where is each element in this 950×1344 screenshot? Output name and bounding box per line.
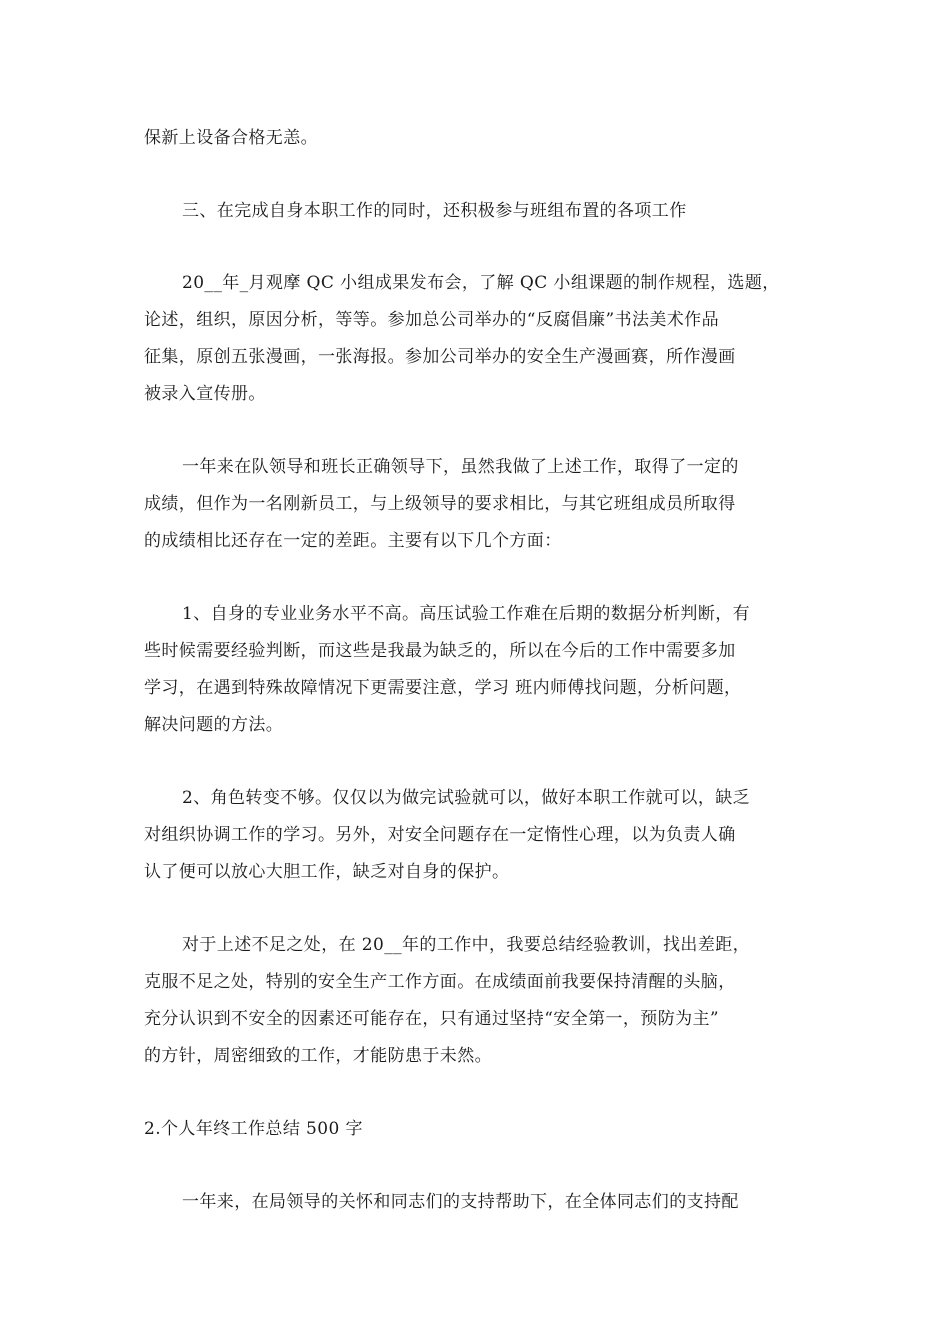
- text-line: 2、角色转变不够。仅仅以为做完试验就可以，做好本职工作就可以，缺乏: [182, 788, 751, 808]
- text-line: 充分认识到不安全的因素还可能存在，只有通过坚持“安全第一，预防为主”: [144, 1009, 719, 1029]
- text-line: 保新上设备合格无恙。: [144, 128, 318, 148]
- text-line: 一年来，在局领导的关怀和同志们的支持帮助下，在全体同志们的支持配: [182, 1192, 739, 1212]
- text-line: 学习，在遇到特殊故障情况下更需要注意，学习 班内师傅找问题，分析问题，: [144, 678, 742, 698]
- text-line: 征集，原创五张漫画，一张海报。参加公司举办的安全生产漫画赛，所作漫画: [144, 347, 736, 367]
- section-heading: 2.个人年终工作总结 500 字: [144, 1119, 363, 1139]
- text-line: 对于上述不足之处，在 20__年的工作中，我要总结经验教训，找出差距，: [182, 935, 751, 955]
- text-line: 20__年_月观摩 QC 小组成果发布会，了解 QC 小组课题的制作规程，选题，: [182, 273, 780, 293]
- text-line: 克服不足之处，特别的安全生产工作方面。在成绩面前我要保持清醒的头脑，: [144, 972, 736, 992]
- text-line: 的成绩相比还存在一定的差距。主要有以下几个方面：: [144, 531, 562, 551]
- text-line: 解决问题的方法。: [144, 715, 284, 735]
- text-line: 认了便可以放心大胆工作，缺乏对自身的保护。: [144, 862, 510, 882]
- text-line: 对组织协调工作的学习。另外，对安全问题存在一定惰性心理，以为负责人确: [144, 825, 736, 845]
- text-line: 一年来在队领导和班长正确领导下，虽然我做了上述工作，取得了一定的: [182, 457, 739, 477]
- text-line: 的方针，周密细致的工作，才能防患于未然。: [144, 1046, 492, 1066]
- section-heading: 三、在完成自身本职工作的同时，还积极参与班组布置的各项工作: [182, 201, 687, 221]
- text-line: 成绩，但作为一名刚新员工，与上级领导的要求相比，与其它班组成员所取得: [144, 494, 736, 514]
- text-line: 论述，组织，原因分析，等等。参加总公司举办的“反腐倡廉”书法美术作品: [144, 310, 719, 330]
- text-line: 被录入宣传册。: [144, 384, 266, 404]
- text-line: 些时候需要经验判断，而这些是我最为缺乏的，所以在今后的工作中需要多加: [144, 641, 736, 661]
- text-line: 1、自身的专业业务水平不高。高压试验工作难在后期的数据分析判断，有: [182, 604, 751, 624]
